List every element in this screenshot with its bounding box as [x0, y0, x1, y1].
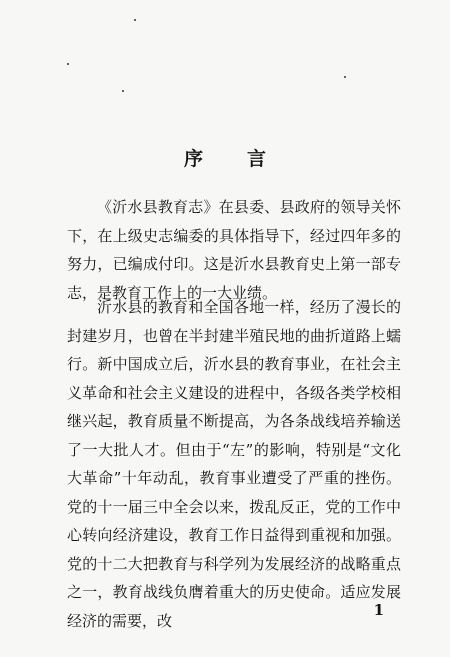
- page-title: 序言: [183, 148, 310, 170]
- page-number: 1: [373, 601, 384, 619]
- print-speck: [67, 63, 69, 65]
- print-speck: [344, 76, 346, 78]
- print-speck: [122, 90, 124, 92]
- paragraph-1: 《沂水县教育志》在县委、县政府的领导关怀下，在上级史志编委的具体指导下，经过四年多的努力，已编成付印。这是沂水县教育史上第一部专志，是教育工作上的一大业绩。: [67, 198, 401, 302]
- print-speck: [134, 19, 136, 21]
- paragraph-2: 沂水县的教育和全国各地一样，经历了漫长的封建岁月，也曾在半封建半殖民地的曲折道路上蠕行。新中国成立后，沂水县的教育事业，在社会主义革命和社会主义建设的进程中，各级各类学校相继兴起，教育质量不断提高，为各条战线培养输送了一大批人才。但由于“左”的影响，特别是“文化大革命”十年动乱，教育事业遭受了严重的挫伤。党的十一届三中全会以来，拨乱反正，党的工作中心转向经济建设，教育工作日益得到重视和加强。党的十二大把教育与科学列为发展经济的战略重点之一，教育战线负膺着重大的历史使命。适应发展经济的需要，改: [67, 298, 401, 630]
